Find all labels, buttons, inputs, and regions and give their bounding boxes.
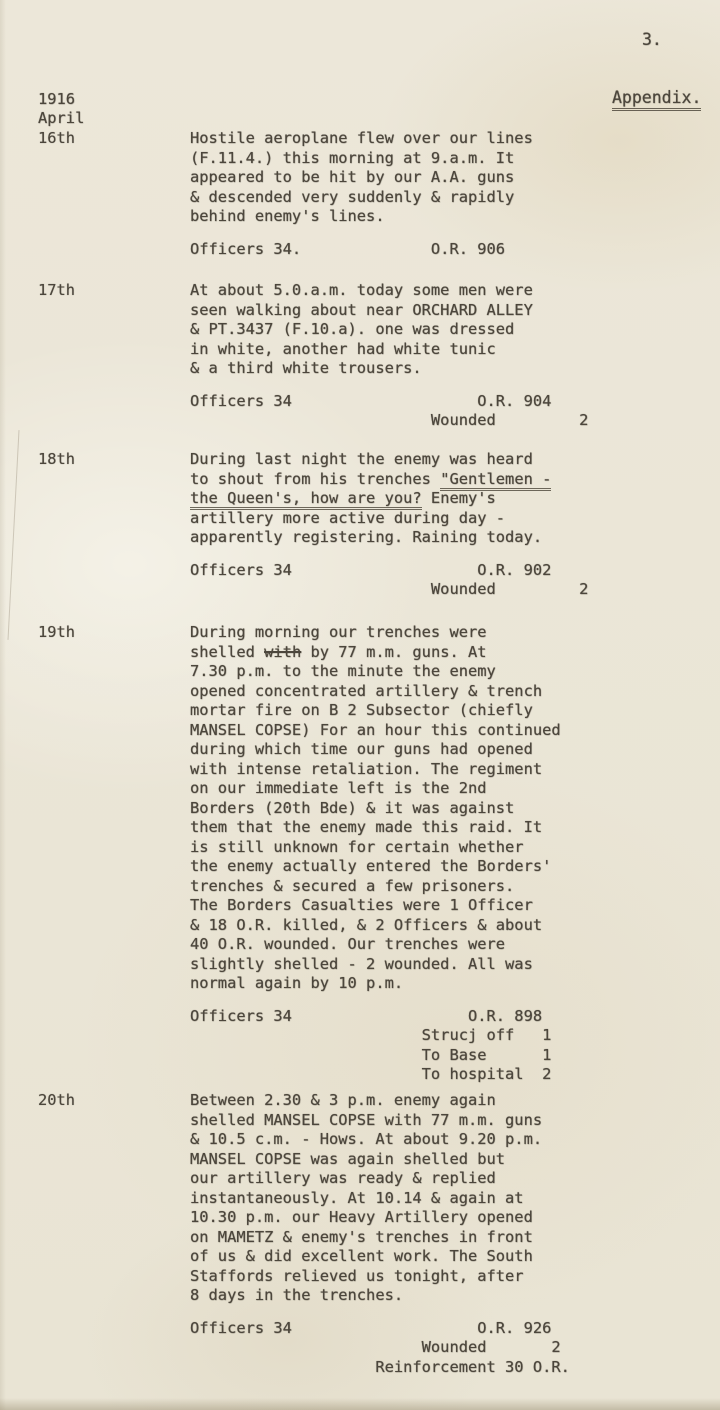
body-line: During morning our trenches were: [190, 623, 487, 641]
entry-date: 16th: [38, 129, 76, 147]
body-line: (F.11.4.) this morning at 9.a.m. It: [190, 148, 515, 167]
body-line: in white, another had white tunic: [190, 339, 496, 358]
body-line: shelled MANSEL COPSE with 77 m.m. guns: [190, 1110, 543, 1129]
entry-body: [190, 281, 720, 431]
entry-casualties: [190, 1319, 720, 1378]
paper-crease: [8, 430, 20, 640]
body-line: instantaneously. At 10.14 & again at: [190, 1188, 524, 1207]
body-line: 7.30 p.m. to the minute the enemy: [190, 662, 496, 680]
body-line: with intense retaliation. The regiment: [190, 759, 543, 778]
casualty-line: Officers 34. O.R. 906: [190, 239, 506, 258]
page-number: 3.: [642, 30, 662, 49]
entry-casualties: [190, 1007, 720, 1085]
entry-casualties: [190, 392, 720, 431]
entry-body: [190, 623, 720, 1085]
diary-entry: [38, 623, 720, 1085]
body-line: behind enemy's lines.: [190, 207, 385, 225]
body-line: to shout from his trenches "Gentlemen -: [190, 470, 720, 490]
casualty-line: Reinforcement 30 O.R.: [190, 1357, 570, 1376]
body-line: Hostile aeroplane flew over our lines: [190, 129, 533, 147]
body-line: of us & did excellent work. The South: [190, 1247, 533, 1265]
body-line: 10.30 p.m. our Heavy Artillery opened: [190, 1208, 533, 1226]
body-line: the Queen's, how are you? Enemy's: [190, 489, 720, 509]
body-line: our artillery was ready & replied: [190, 1169, 496, 1187]
body-line: on our immediate left is the 2nd: [190, 779, 487, 797]
body-line: mortar fire on B 2 Subsector (chiefly: [190, 701, 533, 719]
body-line: Between 2.30 & 3 p.m. enemy again: [190, 1091, 496, 1109]
body-line: During last night the enemy was heard: [190, 450, 533, 468]
diary-entry: [38, 281, 720, 431]
body-line: apparently registering. Raining today.: [190, 528, 543, 546]
body-line: artillery more active during day -: [190, 508, 506, 527]
body-line: Borders (20th Bde) & it was against: [190, 798, 515, 817]
casualty-line: Officers 34 O.R. 902: [190, 560, 552, 579]
body-line: opened concentrated artillery & trench: [190, 681, 543, 700]
entry-date: 19th: [38, 623, 76, 641]
body-line: 40 O.R. wounded. Our trenches were: [190, 935, 506, 953]
casualty-line: Officers 34 O.R. 904: [190, 391, 552, 410]
body-line: the enemy actually entered the Borders': [190, 857, 552, 875]
body-line: & 10.5 c.m. - Hows. At about 9.20 p.m.: [190, 1130, 543, 1148]
casualty-line: Officers 34 O.R. 898: [190, 1006, 543, 1025]
appendix-heading: Appendix.: [612, 88, 701, 111]
entry-date: 18th: [38, 450, 76, 468]
body-line: & PT.3437 (F.10.a). one was dressed: [190, 320, 515, 338]
casualty-line: To hospital 2: [190, 1065, 552, 1083]
entry-date: 20th: [38, 1091, 76, 1109]
casualty-line: Wounded 2: [190, 411, 589, 429]
body-line: & a third white trousers.: [190, 359, 422, 377]
body-line: is still unknown for certain whether: [190, 837, 524, 856]
diary-month: April: [38, 109, 85, 127]
body-line: 8 days in the trenches.: [190, 1286, 404, 1304]
body-line: appeared to be hit by our A.A. guns: [190, 168, 515, 186]
entry-date: 17th: [38, 281, 76, 299]
body-line: during which time our guns had opened: [190, 740, 533, 758]
entry-casualties: [190, 561, 720, 600]
body-line: MANSEL COPSE was again shelled but: [190, 1149, 506, 1168]
diary-entry: [38, 450, 720, 600]
casualty-line: Wounded 2: [190, 580, 589, 598]
body-line: seen walking about near ORCHARD ALLEY: [190, 300, 533, 319]
body-line: shelled with by 77 m.m. guns. At: [190, 642, 487, 661]
entry-body: [190, 129, 720, 259]
body-line: normal again by 10 p.m.: [190, 974, 404, 992]
diary-entry: [38, 129, 720, 259]
diary-entry: [38, 1091, 720, 1377]
body-line: MANSEL COPSE) For an hour this continued: [190, 720, 561, 739]
entry-body: [190, 1091, 720, 1377]
casualty-line: Officers 34 O.R. 926: [190, 1318, 552, 1337]
diary-year: 1916: [38, 90, 76, 108]
body-line: on MAMETZ & enemy's trenches in front: [190, 1227, 533, 1246]
entry-body: [190, 450, 720, 600]
body-line: At about 5.0.a.m. today some men were: [190, 281, 533, 299]
body-line: The Borders Casualties were 1 Officer: [190, 896, 533, 914]
body-line: Staffords relieved us tonight, after: [190, 1266, 524, 1285]
entry-casualties: [190, 240, 720, 260]
casualty-line: Strucj off 1: [190, 1026, 552, 1044]
body-line: slightly shelled - 2 wounded. All was: [190, 954, 533, 973]
body-line: them that the enemy made this raid. It: [190, 818, 543, 836]
body-line: & 18 O.R. killed, & 2 Officers & about: [190, 915, 543, 934]
body-line: & descended very suddenly & rapidly: [190, 187, 515, 206]
casualty-line: Wounded 2: [190, 1338, 561, 1356]
body-line: trenches & secured a few prisoners.: [190, 876, 515, 895]
casualty-line: To Base 1: [190, 1045, 552, 1064]
